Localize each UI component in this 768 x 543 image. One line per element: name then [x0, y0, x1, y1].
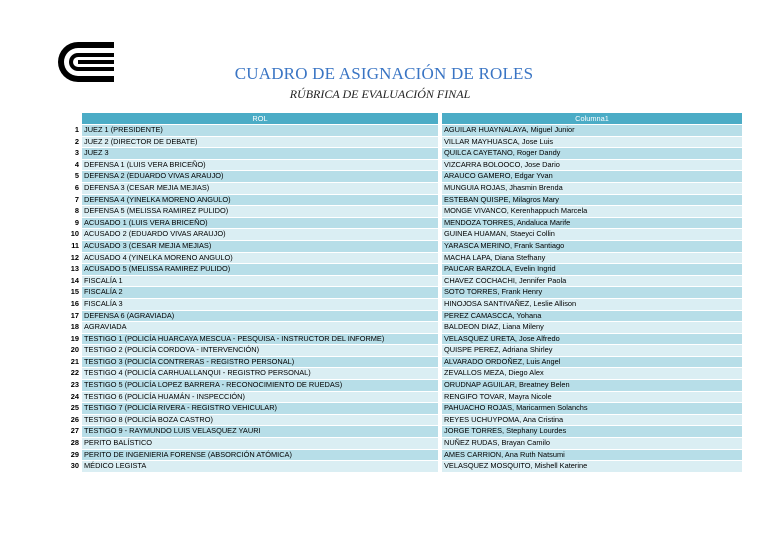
table-row	[66, 264, 742, 276]
roles-table	[66, 113, 742, 473]
cell-rol: DEFENSA 6 (AGRAVIADA)	[82, 310, 438, 322]
table-row	[66, 275, 742, 287]
table-row	[66, 182, 742, 194]
cell-nombre: PAHUACHO ROJAS, Maricarmen Solanchs	[442, 403, 742, 415]
table-row	[66, 461, 742, 473]
table-header-row	[66, 113, 742, 125]
cell-rol: TESTIGO 4 (POLICÍA CARHUALLANQUI - REGISTRO PERSONAL)	[82, 368, 438, 380]
row-number: 27	[66, 426, 82, 438]
row-number: 26	[66, 414, 82, 426]
cell-rol: PERITO DE INGENIERIA FORENSE (ABSORCIÓN ATÓMICA)	[82, 449, 438, 461]
cell-rol: PERITO BALÍSTICO	[82, 438, 438, 450]
table-row	[66, 322, 742, 334]
cell-rol: TESTIGO 3 (POLICÍA CONTRERAS - REGISTRO PERSONAL)	[82, 356, 438, 368]
table-row	[66, 136, 742, 148]
cell-rol: TESTIGO 9 - RAYMUNDO LUIS VELASQUEZ YAURI	[82, 426, 438, 438]
table-row	[66, 287, 742, 299]
table-row	[66, 414, 742, 426]
cell-nombre: RENGIFO TOVAR, Mayra Nicole	[442, 391, 742, 403]
row-number: 17	[66, 310, 82, 322]
cell-rol: JUEZ 2 (DIRECTOR DE DEBATE)	[82, 136, 438, 148]
cell-rol: JUEZ 1 (PRESIDENTE)	[82, 125, 438, 137]
cell-rol: TESTIGO 1 (POLICÍA HUARCAYA MESCUA - PESQUISA - INSTRUCTOR DEL INFORME)	[82, 333, 438, 345]
row-number: 28	[66, 438, 82, 450]
cell-rol: TESTIGO 7 (POLICÍA RIVERA - REGISTRO VEHICULAR)	[82, 403, 438, 415]
document-title: CUADRO DE ASIGNACIÓN DE ROLES	[234, 64, 534, 83]
cell-nombre: MENDOZA TORRES, Andaluca Marife	[442, 217, 742, 229]
table-row	[66, 159, 742, 171]
row-number: 3	[66, 148, 82, 160]
cell-rol: ACUSADO 2 (EDUARDO VIVAS ARAUJO)	[82, 229, 438, 241]
table-row	[66, 345, 742, 357]
cell-nombre: VIZCARRA BOLOOCO, Jose Dario	[442, 159, 742, 171]
cell-nombre: HINOJOSA SANTIVAÑEZ, Leslie Allison	[442, 298, 742, 310]
row-number: 22	[66, 368, 82, 380]
cell-rol: ACUSADO 1 (LUIS VERA BRICEÑO)	[82, 217, 438, 229]
table-row	[66, 368, 742, 380]
cell-nombre: VELASQUEZ MOSQUITO, Mishell Katerine	[442, 461, 742, 473]
table-row	[66, 438, 742, 450]
table-row	[66, 356, 742, 368]
table-row	[66, 449, 742, 461]
table-row	[66, 298, 742, 310]
cell-nombre: QUILCA CAYETANO, Roger Dandy	[442, 148, 742, 160]
row-number: 23	[66, 380, 82, 392]
table-row	[66, 391, 742, 403]
cell-rol: DEFENSA 2 (EDUARDO VIVAS ARAUJO)	[82, 171, 438, 183]
row-number: 2	[66, 136, 82, 148]
cell-nombre: ALVARADO ORDOÑEZ, Luis Angel	[442, 356, 742, 368]
cell-nombre: MONGE VIVANCO, Kerenhappuch Marcela	[442, 206, 742, 218]
row-number: 24	[66, 391, 82, 403]
cell-nombre: VELASQUEZ URETA, Jose Alfredo	[442, 333, 742, 345]
row-number: 29	[66, 449, 82, 461]
row-number: 15	[66, 287, 82, 299]
table-row	[66, 171, 742, 183]
row-number: 14	[66, 275, 82, 287]
cell-nombre: YARASCA MERINO, Frank Santiago	[442, 240, 742, 252]
table-row	[66, 333, 742, 345]
row-number: 10	[66, 229, 82, 241]
row-number: 8	[66, 206, 82, 218]
table-row	[66, 229, 742, 241]
cell-nombre: CHAVEZ COCHACHI, Jennifer Paola	[442, 275, 742, 287]
cell-nombre: ARAUCO GAMERO, Edgar Yvan	[442, 171, 742, 183]
table-row	[66, 148, 742, 160]
cell-nombre: BALDEON DIAZ, Liana Mileny	[442, 322, 742, 334]
row-number: 9	[66, 217, 82, 229]
column-header-columna1: Columna1	[442, 113, 742, 125]
cell-nombre: MUNGUIA ROJAS, Jhasmin Brenda	[442, 182, 742, 194]
cell-nombre: NUÑEZ RUDAS, Brayan Camilo	[442, 438, 742, 450]
cell-rol: FISCALÍA 1	[82, 275, 438, 287]
row-number: 13	[66, 264, 82, 276]
table-row	[66, 125, 742, 137]
cell-rol: MÉDICO LEGISTA	[82, 461, 438, 473]
row-number: 20	[66, 345, 82, 357]
row-number: 12	[66, 252, 82, 264]
cell-rol: ACUSADO 4 (YINELKA MORENO ANGULO)	[82, 252, 438, 264]
row-number: 11	[66, 240, 82, 252]
table-row	[66, 240, 742, 252]
row-number-header	[66, 113, 82, 125]
table-row	[66, 194, 742, 206]
cell-rol: DEFENSA 4 (YINELKA MORENO ANGULO)	[82, 194, 438, 206]
cell-rol: DEFENSA 3 (CESAR MEJIA MEJIAS)	[82, 182, 438, 194]
cell-nombre: ESTEBAN QUISPE, Milagros Mary	[442, 194, 742, 206]
cell-nombre: MACHA LAPA, Diana Stefhany	[442, 252, 742, 264]
table-row	[66, 206, 742, 218]
cell-nombre: QUISPE PEREZ, Adriana Shirley	[442, 345, 742, 357]
row-number: 7	[66, 194, 82, 206]
document-subtitle: RÚBRICA DE EVALUACIÓN FINAL	[289, 87, 471, 101]
row-number: 4	[66, 159, 82, 171]
table-body	[66, 125, 742, 473]
cell-rol: DEFENSA 1 (LUIS VERA BRICEÑO)	[82, 159, 438, 171]
row-number: 18	[66, 322, 82, 334]
row-number: 5	[66, 171, 82, 183]
cell-rol: AGRAVIADA	[82, 322, 438, 334]
table-row	[66, 380, 742, 392]
cell-rol: FISCALÍA 2	[82, 287, 438, 299]
table-row	[66, 426, 742, 438]
cell-nombre: AGUILAR HUAYNALAYA, Miguel Junior	[442, 125, 742, 137]
row-number: 6	[66, 182, 82, 194]
cell-rol: FISCALÍA 3	[82, 298, 438, 310]
table-row	[66, 252, 742, 264]
row-number: 25	[66, 403, 82, 415]
cell-rol: TESTIGO 5 (POLICÍA LOPEZ BARRERA - RECONOCIMIENTO DE RUEDAS)	[82, 380, 438, 392]
cell-rol: ACUSADO 3 (CESAR MEJIA MEJIAS)	[82, 240, 438, 252]
row-number: 21	[66, 356, 82, 368]
row-number: 19	[66, 333, 82, 345]
table-row	[66, 217, 742, 229]
cell-nombre: SOTO TORRES, Frank Henry	[442, 287, 742, 299]
cell-rol: TESTIGO 2 (POLICÍA CORDOVA - INTERVENCIÓN)	[82, 345, 438, 357]
cell-nombre: PAUCAR BARZOLA, Evelin Ingrid	[442, 264, 742, 276]
cell-nombre: VILLAR MAYHUASCA, Jose Luis	[442, 136, 742, 148]
row-number: 1	[66, 125, 82, 137]
cell-nombre: ORUDNAP AGUILAR, Breatney Belen	[442, 380, 742, 392]
cell-nombre: PEREZ CAMASCCA, Yohana	[442, 310, 742, 322]
table-row	[66, 310, 742, 322]
cell-rol: ACUSADO 5 (MELISSA RAMIREZ PULIDO)	[82, 264, 438, 276]
cell-nombre: REYES UCHUYPOMA, Ana Cristina	[442, 414, 742, 426]
row-number: 16	[66, 298, 82, 310]
cell-rol: TESTIGO 8 (POLICÍA BOZA CASTRO)	[82, 414, 438, 426]
table-row	[66, 403, 742, 415]
column-header-rol: ROL	[82, 113, 438, 125]
cell-rol: DEFENSA 5 (MELISSA RAMIREZ PULIDO)	[82, 206, 438, 218]
cell-nombre: JORGE TORRES, Stephany Lourdes	[442, 426, 742, 438]
cell-rol: JUEZ 3	[82, 148, 438, 160]
row-number: 30	[66, 461, 82, 473]
cell-rol: TESTIGO 6 (POLICÍA HUAMÁN - INSPECCIÓN)	[82, 391, 438, 403]
cell-nombre: AMES CARRION, Ana Ruth Natsumi	[442, 449, 742, 461]
cell-nombre: GUINEA HUAMAN, Staeyci Collin	[442, 229, 742, 241]
cell-nombre: ZEVALLOS MEZA, Diego Alex	[442, 368, 742, 380]
